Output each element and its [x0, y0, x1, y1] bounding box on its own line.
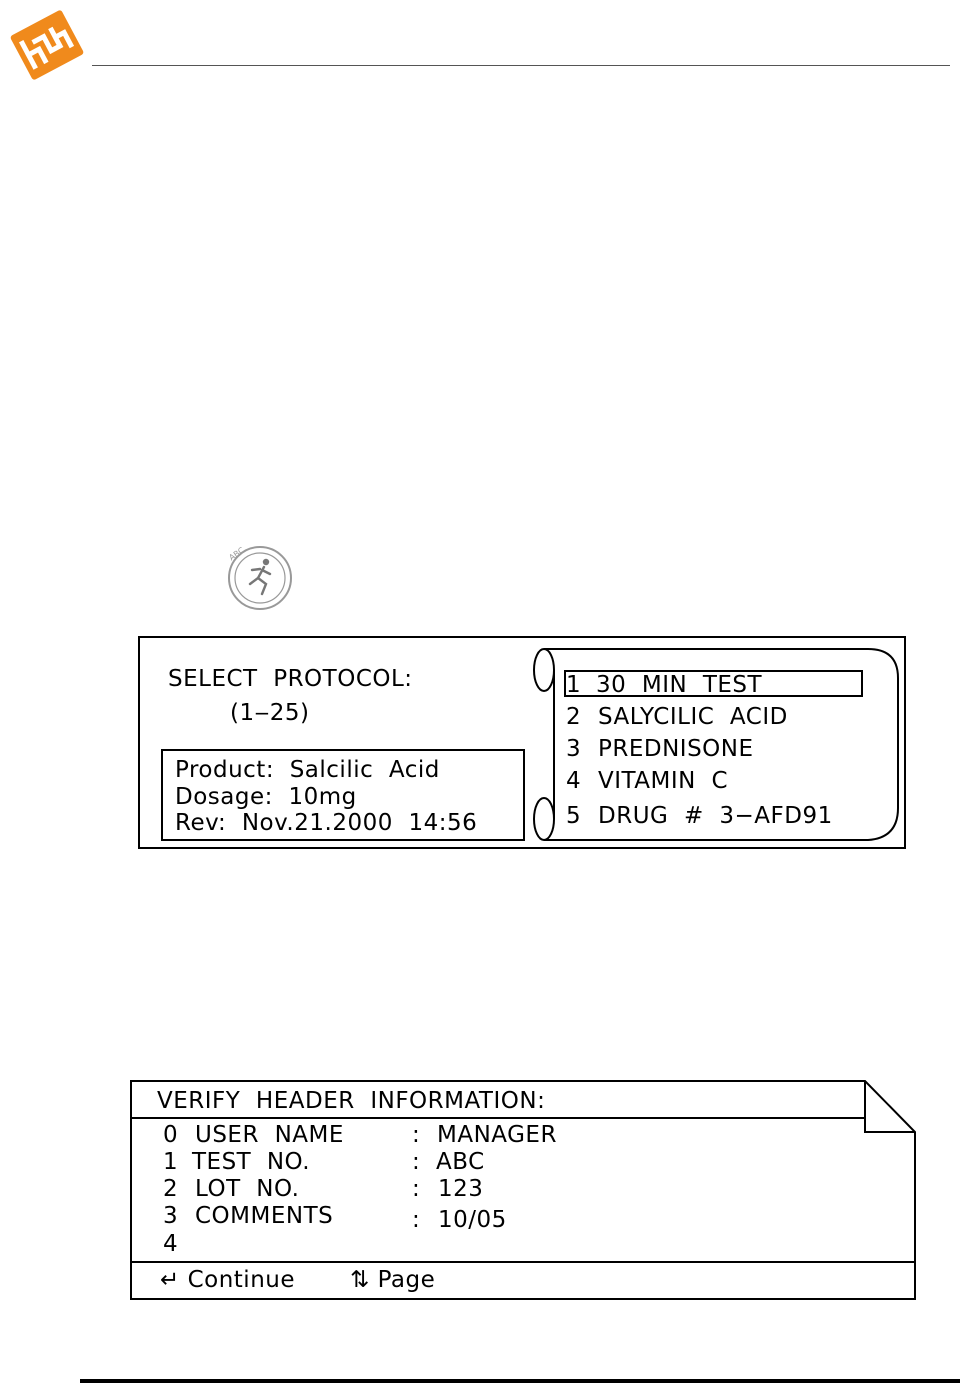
- continue-key[interactable]: ↵ Continue: [160, 1267, 296, 1293]
- row-label: USER NAME: [195, 1122, 344, 1148]
- row-value: ABC: [436, 1149, 485, 1175]
- item-number: 2: [566, 704, 582, 730]
- item-number: 1: [566, 672, 582, 698]
- badge-text: ABC: [227, 545, 246, 563]
- row-number: 0: [163, 1122, 179, 1148]
- row-label: LOT NO.: [195, 1176, 300, 1202]
- page-key[interactable]: ⇅ Page: [350, 1267, 436, 1293]
- row-separator: :: [412, 1176, 421, 1202]
- verify-title: VERIFY HEADER INFORMATION:: [157, 1088, 546, 1114]
- row-label: COMMENTS: [195, 1203, 334, 1229]
- running-person-icon: [222, 540, 296, 612]
- row-number: 3: [163, 1203, 179, 1229]
- item-number: 3: [566, 736, 582, 762]
- item-label: SALYCILIC ACID: [598, 704, 788, 730]
- row-separator: :: [412, 1149, 421, 1175]
- footer-rule: [80, 1379, 960, 1383]
- company-logo-icon: [8, 8, 86, 82]
- dosage-line: Dosage: 10mg: [175, 784, 357, 810]
- row-number: 1: [163, 1149, 179, 1175]
- row-value: 123: [438, 1176, 484, 1202]
- row-value: 10/05: [438, 1207, 507, 1233]
- item-label: DRUG # 3−AFD91: [598, 803, 833, 829]
- row-separator: :: [412, 1207, 421, 1233]
- rev-line: Rev: Nov.21.2000 14:56: [175, 810, 478, 836]
- product-line: Product: Salcilic Acid: [175, 757, 440, 783]
- item-label: PREDNISONE: [598, 736, 754, 762]
- row-number: 2: [163, 1176, 179, 1202]
- row-separator: :: [412, 1122, 421, 1148]
- item-number: 5: [566, 803, 582, 829]
- protocol-range: (1‒25): [230, 700, 310, 726]
- row-value: MANAGER: [437, 1122, 557, 1148]
- product-info-box: [161, 749, 525, 841]
- item-label: VITAMIN C: [598, 768, 729, 794]
- header-rule: [92, 65, 950, 66]
- row-label: TEST NO.: [192, 1149, 311, 1175]
- protocol-title: SELECT PROTOCOL:: [168, 666, 413, 692]
- item-number: 4: [566, 768, 582, 794]
- verify-header-screen: [130, 1080, 916, 1300]
- row-number: 4: [163, 1231, 179, 1257]
- item-label: 30 MIN TEST: [596, 672, 763, 698]
- protocol-screen: [138, 636, 906, 849]
